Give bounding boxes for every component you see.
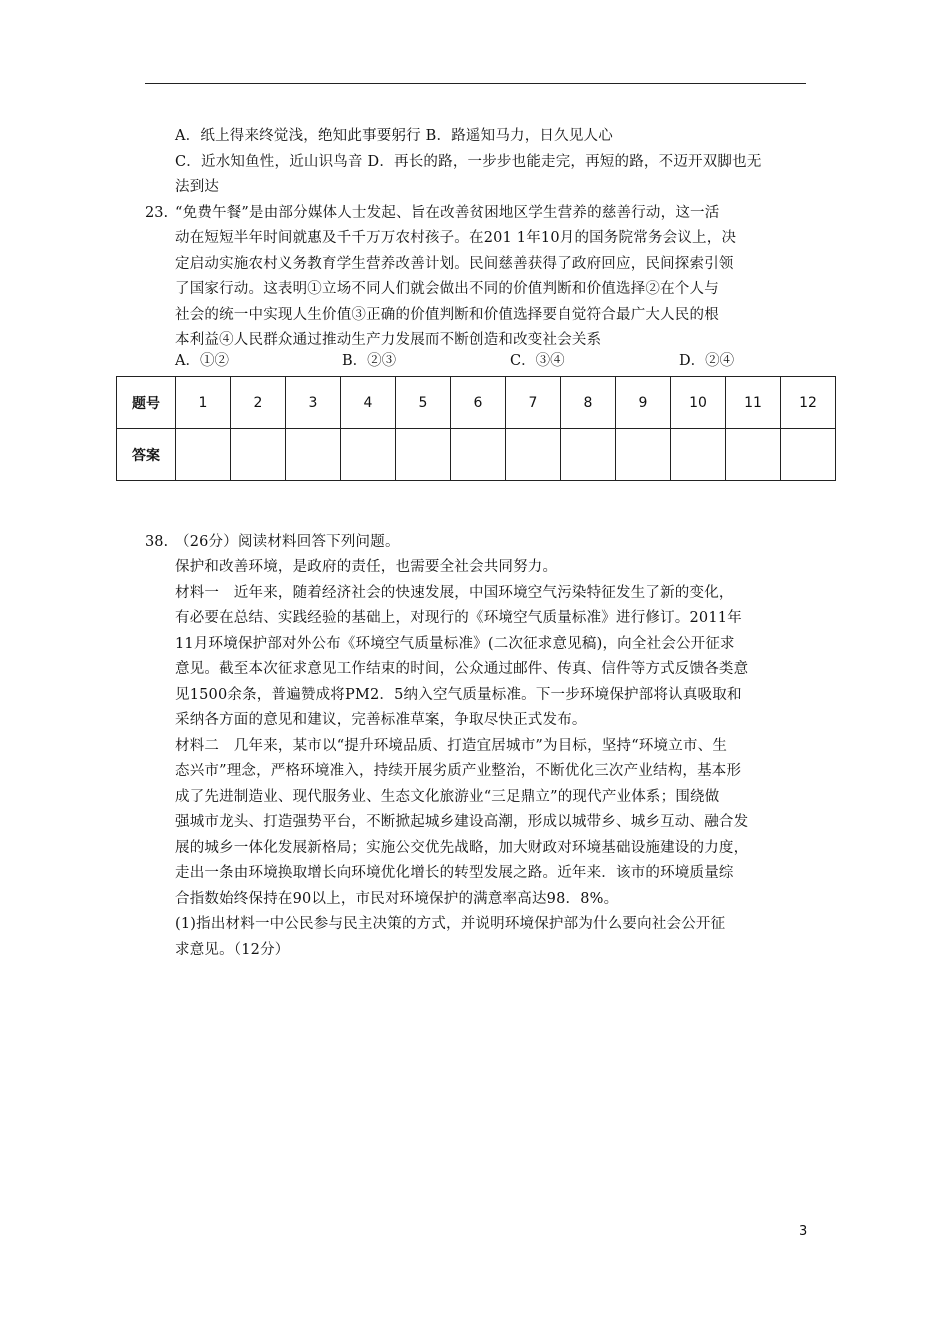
q38-text-line: 意见。截至本次征求意见工作结束的时间，公众通过邮件、传真、信件等方式反馈各类意 — [175, 661, 749, 677]
question-number-cell: 10 — [671, 377, 726, 429]
q38-text-line: 11月环境保护部对外公布《环境空气质量标准》(二次征求意见稿)，向全社会公开征求 — [175, 636, 735, 652]
question-number-cell: 8 — [561, 377, 616, 429]
answer-table-header-row — [117, 377, 836, 429]
question-number-cell: 11 — [726, 377, 781, 429]
table-header-label: 题号 — [117, 377, 176, 429]
question-number-cell: 3 — [286, 377, 341, 429]
question-number-cell: 6 — [451, 377, 506, 429]
q38-text-line: 有必要在总结、实践经验的基础上，对现行的《环境空气质量标准》进行修订。2011年 — [175, 610, 742, 626]
q23-option-c: C．③④ — [510, 353, 565, 369]
q23-text-line: 定启动实施农村义务教育学生营养改善计划。民间慈善获得了政府回应，民间探索引领 — [175, 256, 734, 272]
q38-text-line: 材料一 近年来，随着经济社会的快速发展，中国环境空气污染特征发生了新的变化， — [175, 585, 734, 601]
q38-text-line: 见1500余条，普遍赞成将PM2．5纳入空气质量标准。下一步环境保护部将认真吸取和 — [175, 687, 742, 703]
answer-cell — [561, 429, 616, 481]
q23-text-line: 本利益④人民群众通过推动生产力发展而不断创造和改变社会关系 — [175, 332, 602, 348]
q38-text-line: 展的城乡一体化发展新格局；实施公交优先战略，加大财政对环境基础设施建设的力度， — [175, 840, 749, 856]
question-number-cell: 5 — [396, 377, 451, 429]
answer-cell — [286, 429, 341, 481]
answer-cell — [176, 429, 231, 481]
answer-cell — [231, 429, 286, 481]
q38-text-line: 走出一条由环境换取增长向环境优化增长的转型发展之路。近年来．该市的环境质量综 — [175, 865, 734, 881]
table-answer-label: 答案 — [117, 429, 176, 481]
q38-text-line: 采纳各方面的意见和建议，完善标准草案，争取尽快正式发布。 — [175, 712, 587, 728]
q23-text-line: “免费午餐”是由部分媒体人士发起、旨在改善贫困地区学生营养的慈善行动，这一活 — [175, 205, 720, 221]
question-number-cell: 7 — [506, 377, 561, 429]
q22-options-cd: C．近水知鱼性，近山识鸟音 D．再长的路，一步步也能走完，再短的路，不迈开双脚也无 — [175, 154, 762, 170]
answer-cell — [781, 429, 836, 481]
q23-text-line: 了国家行动。这表明①立场不同人们就会做出不同的价值判断和价值选择②在个人与 — [175, 281, 719, 297]
answer-cell — [726, 429, 781, 481]
question-number-cell: 4 — [341, 377, 396, 429]
answer-cell — [671, 429, 726, 481]
question-number-cell: 12 — [781, 377, 836, 429]
page-number: 3 — [799, 1224, 808, 1239]
question-number-cell: 9 — [616, 377, 671, 429]
header-rule — [145, 83, 806, 84]
q38-text-line: (1)指出材料一中公民参与民主决策的方式，并说明环境保护部为什么要向社会公开征 — [175, 916, 726, 932]
q23-text-line: 社会的统一中实现人生价值③正确的价值判断和价值选择要自觉符合最广大人民的根 — [175, 307, 719, 323]
question-number-cell: 1 — [176, 377, 231, 429]
q38-text-line: 强城市龙头、打造强势平台，不断掀起城乡建设高潮，形成以城带乡、城乡互动、融合发 — [175, 814, 749, 830]
answer-table-answer-row — [117, 429, 836, 481]
q38-text-line: 态兴市”理念，严格环境准入，持续开展劣质产业整治，不断优化三次产业结构，基本形 — [175, 763, 742, 779]
q38-text-line: 合指数始终保持在90以上，市民对环境保护的满意率高达98．8%。 — [175, 891, 619, 907]
q38-text-line: 材料二 几年来，某市以“提升环境品质、打造宜居城市”为目标，坚持“环境立市、生 — [175, 738, 728, 754]
q38-text-line: （26分）阅读材料回答下列问题。 — [175, 534, 400, 550]
answer-cell — [451, 429, 506, 481]
answer-cell — [616, 429, 671, 481]
q23-number: 23. — [145, 205, 169, 221]
q23-option-d: D．②④ — [679, 353, 735, 369]
answer-cell — [506, 429, 561, 481]
q38-text-line: 成了先进制造业、现代服务业、生态文化旅游业“三足鼎立”的现代产业体系；围绕做 — [175, 789, 720, 805]
question-number-cell: 2 — [231, 377, 286, 429]
q23-option-b: B．②③ — [342, 353, 397, 369]
q22-options-cd-cont: 法到达 — [175, 179, 220, 195]
q38-text-line: 保护和改善环境，是政府的责任，也需要全社会共同努力。 — [175, 559, 558, 575]
q38-number: 38. — [145, 534, 169, 550]
q23-option-a: A．①② — [175, 353, 229, 369]
q23-text-line: 动在短短半年时间就惠及千千万万农村孩子。在201 1年10月的国务院常务会议上，决 — [175, 230, 737, 246]
answer-table — [116, 376, 836, 481]
q22-options-ab: A．纸上得来终觉浅，绝知此事要躬行 B．路遥知马力，日久见人心 — [175, 128, 613, 144]
answer-cell — [341, 429, 396, 481]
answer-cell — [396, 429, 451, 481]
q38-text-line: 求意见。（12分） — [175, 942, 290, 958]
